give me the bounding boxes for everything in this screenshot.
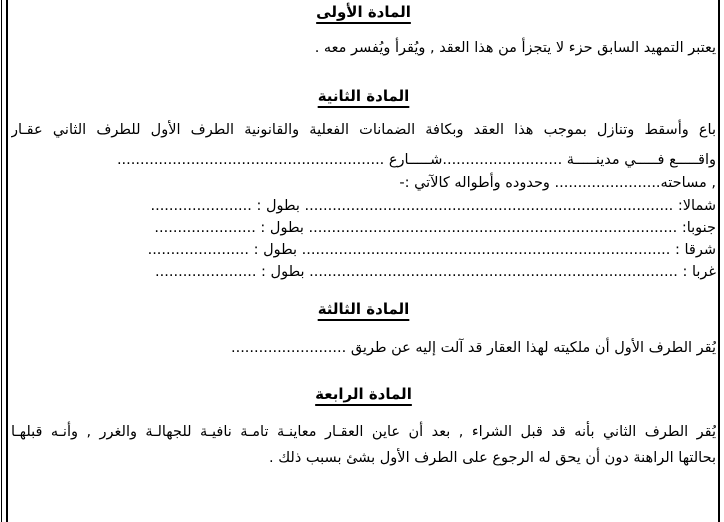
article3-body: يُقر الطرف الأول أن ملكيته لهذا العقار قد آلت إليه عن طريق .........................	[230, 340, 716, 356]
article2-title	[11, 85, 716, 108]
boundary-north-blank: شمالا: ................................................................................ بطول : ......................	[150, 198, 716, 214]
article2-body-line1: باع وأسقط وتنازل بموجب هذا العقد وبكافة الضمانات الفعلية والقانونية الطرف الأول للطرف الثاني عقـار	[11, 122, 716, 138]
article1-title-text: المادة الأولى	[316, 3, 411, 21]
page-border-left-outer	[1, 0, 2, 522]
page-border-left-inner	[6, 0, 8, 522]
article4-title	[11, 383, 716, 406]
article3-title	[11, 298, 716, 321]
article4-body-line2: بحالتها الراهنة دون أن يحق له الرجوع على الطرف الأول بشئ بسبب ذلك .	[268, 450, 716, 466]
boundary-east-blank: شرقا : ................................................................................ بطول : ......................	[147, 242, 716, 258]
article1-body: يعتبر التمهيد السابق حزء لا يتجزأ من هذا العقد , ويُقرأ ويُفسر معه .	[314, 40, 716, 56]
article4-body-line1: يُقر الطرف الثاني بأنه قد قبل الشراء , بعد أن عاين العقـار معاينـة تامـة نافيـة للجهالـة والغرر , وأنـه قبلهـا	[11, 424, 716, 440]
boundary-south-blank: جنوبا: ................................................................................ بطول : ......................	[154, 220, 716, 236]
article2-area-blank: , مساحته....................... وحدوده وأطواله كالآتي :-	[399, 175, 716, 191]
article3-title-text: المادة الثالثة	[317, 300, 410, 318]
article1-title	[11, 1, 716, 24]
article2-title-text: المادة الثانية	[317, 87, 410, 105]
boundary-west-blank: غربا : ................................................................................ بطول : ......................	[155, 264, 716, 280]
article4-title-text: المادة الرابعة	[315, 385, 412, 403]
page-border-right	[718, 0, 720, 522]
article2-city-street-blanks: واقـــــع فـــــي مدينـــــة ..........................شـــــارع ..........................................................	[116, 152, 716, 168]
